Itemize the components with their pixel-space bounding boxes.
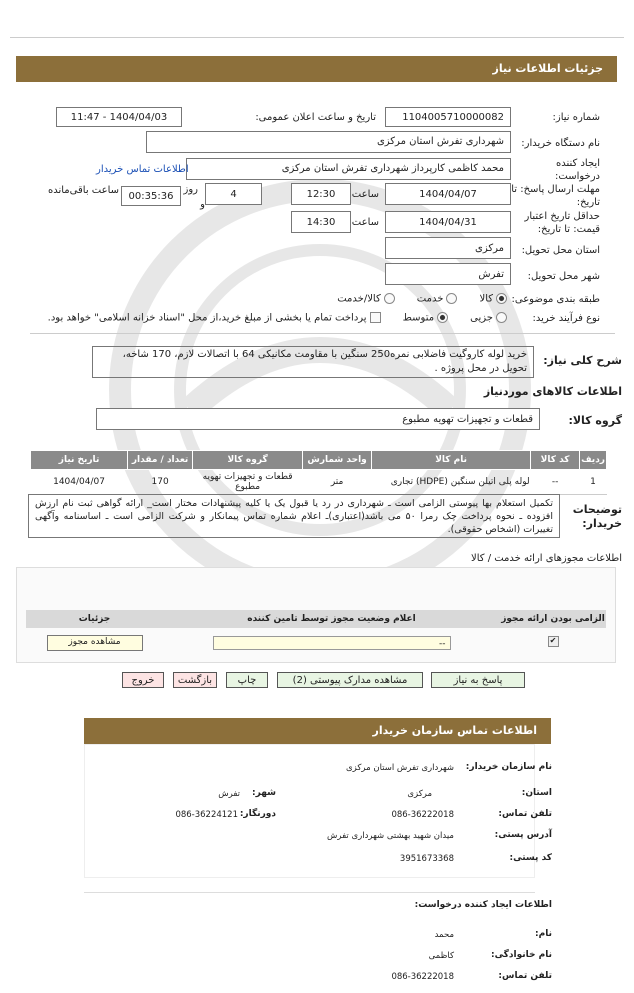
col-unit: واحد شمارش [303, 451, 372, 470]
buyer-notes-label-1: توضیحات [572, 503, 622, 516]
process-option-minor[interactable]: جزیی [470, 313, 510, 324]
permits-table [26, 610, 606, 652]
category-option-service[interactable]: خدمت [417, 294, 461, 305]
radio-service[interactable] [446, 293, 457, 304]
need-number-field: 1104005710000082 [385, 107, 511, 127]
category-label: طبقه بندی موضوعی: [511, 294, 600, 305]
page-header: جزئیات اطلاعات نیاز [16, 56, 617, 82]
treasury-option[interactable]: پرداخت تمام یا بخشی از مبلغ خرید،از محل "اسناد خزانه اسلامی" خواهد بود. [48, 313, 384, 324]
contact-city-label: شهر: [252, 788, 276, 798]
top-divider [10, 37, 624, 38]
col-qty: تعداد / مقدار [128, 451, 193, 470]
need-number-label: شماره نیاز: [552, 112, 600, 123]
radio-medium[interactable] [437, 312, 448, 323]
cell-group: قطعات و تجهیزات تهویه مطبوع [193, 470, 303, 495]
category-option-goods[interactable]: کالا [479, 294, 510, 305]
validity-date-field: 1404/04/31 [385, 211, 511, 233]
cell-unit: متر [303, 470, 372, 495]
creator-phone: 086-36222018 [391, 972, 454, 982]
process-options [48, 312, 510, 324]
city-field: تفرش [385, 263, 511, 285]
permit-status-field[interactable]: -- [213, 636, 451, 650]
description-box [92, 346, 534, 378]
goods-table-header [31, 451, 607, 470]
permit-required-cell [500, 628, 606, 652]
contact-fax-label: دورنگار: [239, 809, 276, 819]
contact-phone: 086-36222018 [391, 810, 454, 820]
col-row: ردیف [580, 451, 607, 470]
day-label: روز [183, 184, 198, 195]
remaining-time-field: 00:35:36 [121, 186, 181, 206]
cell-row: 1 [580, 470, 607, 495]
description-text: خرید لوله کاروگیت فاضلابی نمره250 سنگین با مقاومت مکانیکی 64 با اتصالات لازم، 170 شاخه، تحویل در محل پروژه . [122, 349, 527, 374]
goods-group-label: گروه کالا: [568, 414, 622, 427]
remaining-label: ساعت باقی‌مانده [47, 185, 119, 196]
contact-divider [84, 892, 535, 893]
announce-label: تاریخ و ساعت اعلان عمومی: [255, 112, 376, 123]
deadline-label-1: مهلت ارسال پاسخ: تا [511, 184, 600, 195]
permit-status-cell [163, 628, 500, 652]
col-group: گروه کالا [193, 451, 303, 470]
goods-title: اطلاعات کالاهای موردنیاز [483, 385, 622, 398]
creator-name: محمد [434, 930, 454, 940]
cell-name: لوله پلی اتیلن سنگین (HDPE) تجاری [372, 470, 531, 495]
announce-field: 1404/04/03 - 11:47 [56, 107, 182, 127]
process-label: نوع فرآیند خرید: [532, 313, 600, 324]
creator-family-label: نام خانوادگی: [490, 950, 552, 960]
buyer-org-field: شهرداری تفرش استان مرکزی [146, 131, 511, 153]
contact-postal-label: کد پستی: [509, 853, 552, 863]
creator-label-2: درخواست: [555, 171, 600, 182]
section-divider [30, 333, 615, 334]
buyer-notes-box [28, 494, 560, 538]
table-row[interactable] [31, 470, 607, 495]
treasury-checkbox[interactable] [370, 312, 381, 323]
permit-details-cell [26, 628, 163, 652]
col-code: کد کالا [531, 451, 580, 470]
print-button[interactable]: چاپ [226, 672, 268, 688]
permit-col-required: الزامی بودن ارائه مجوز [501, 614, 605, 624]
contact-fax: 086-36224121 [175, 810, 238, 820]
creator-name-label: نام: [535, 929, 552, 939]
contact-postal: 3951673368 [399, 854, 454, 864]
city-label: شهر محل تحویل: [527, 271, 600, 282]
contact-province: مرکزی [407, 789, 432, 799]
contact-header: اطلاعات تماس سازمان خریدار [84, 718, 551, 744]
deadline-time-label: ساعت [351, 189, 379, 200]
contact-org: شهرداری تفرش استان مرکزی [346, 763, 454, 773]
back-button[interactable]: بازگشت [173, 672, 217, 688]
province-label: استان محل تحویل: [521, 245, 600, 256]
col-name: نام کالا [372, 451, 531, 470]
contact-address-label: آدرس پستی: [494, 830, 552, 840]
creator-field: محمد کاظمی کارپرداز شهرداری تفرش استان مرکزی [186, 158, 511, 180]
validity-time-label: ساعت [351, 217, 379, 228]
table-row [26, 628, 606, 652]
deadline-date-field: 1404/04/07 [385, 183, 511, 205]
validity-label-1: حداقل تاریخ اعتبار [524, 211, 600, 222]
creator-info-title: اطلاعات ایجاد کننده درخواست: [414, 900, 552, 910]
cell-date: 1404/04/07 [31, 470, 128, 495]
process-option-medium[interactable]: متوسط [403, 313, 451, 324]
and-label: و [200, 199, 205, 210]
exit-button[interactable]: خروج [122, 672, 164, 688]
validity-label-2: قیمت: تا تاریخ: [537, 224, 600, 235]
col-date: تاریخ نیاز [31, 451, 128, 470]
deadline-time-field: 12:30 [291, 183, 351, 205]
goods-table [30, 450, 607, 495]
buyer-notes-text: تکمیل استعلام بها پیوستی الزامی است ـ شهرداری در رد یا قبول یک یا کلیه پیشنهادات مختار است_ ارائه گواهی ثبت نام ارزش افزوده ـ نحوه پرداخت چک رمرا ۵۰ می باشد(اعتباری)ـ اعلام شماره تماس پیمانکار و شرکت الزامی است ـ اساسنامه وآگهی تغییرات (اشخاص حقوقی). [35, 498, 553, 535]
radio-goods[interactable] [496, 293, 507, 304]
contact-address: میدان شهید بهشتی شهرداری تفرش [327, 831, 454, 841]
deadline-label-2: تاریخ: [576, 197, 600, 208]
contact-city: تفرش [218, 789, 240, 799]
cell-code: -- [531, 470, 580, 495]
description-label: شرح کلی نیاز: [543, 354, 622, 367]
creator-phone-label: تلفن تماس: [498, 971, 552, 981]
category-options [337, 293, 510, 305]
buyer-notes-label-2: خریدار: [582, 517, 622, 530]
creator-family: کاظمی [428, 951, 454, 961]
contact-org-label: نام سازمان خریدار: [465, 762, 552, 772]
goods-group-field: قطعات و تجهیزات تهویه مطبوع [96, 408, 540, 430]
permit-col-status: اعلام وضعیت مجوز توسط تامین کننده [247, 614, 416, 624]
province-field: مرکزی [385, 237, 511, 259]
category-option-goods-service[interactable]: کالا/خدمت [337, 294, 398, 305]
contact-province-label: استان: [521, 788, 552, 798]
radio-minor[interactable] [496, 312, 507, 323]
validity-time-field: 14:30 [291, 211, 351, 233]
creator-label-1: ایجاد کننده [556, 158, 600, 169]
attachments-button[interactable]: مشاهده مدارک پیوستی (2) [277, 672, 423, 688]
days-remaining-field: 4 [205, 183, 262, 205]
permits-table-header [26, 610, 606, 628]
contact-phone-label: تلفن تماس: [498, 809, 552, 819]
radio-goods-service[interactable] [384, 293, 395, 304]
buyer-contact-link[interactable]: اطلاعات تماس خریدار [96, 164, 189, 175]
buyer-org-label: نام دستگاه خریدار: [521, 138, 600, 149]
permit-required-checkbox[interactable]: ✔ [548, 636, 559, 647]
view-permit-button[interactable]: مشاهده مجوز [47, 635, 143, 651]
cell-qty: 170 [128, 470, 193, 495]
permits-title: اطلاعات مجوزهای ارائه خدمت / کالا [471, 553, 622, 564]
permit-col-details: جزئیات [78, 614, 111, 624]
reply-button[interactable]: پاسخ به نیاز [431, 672, 525, 688]
